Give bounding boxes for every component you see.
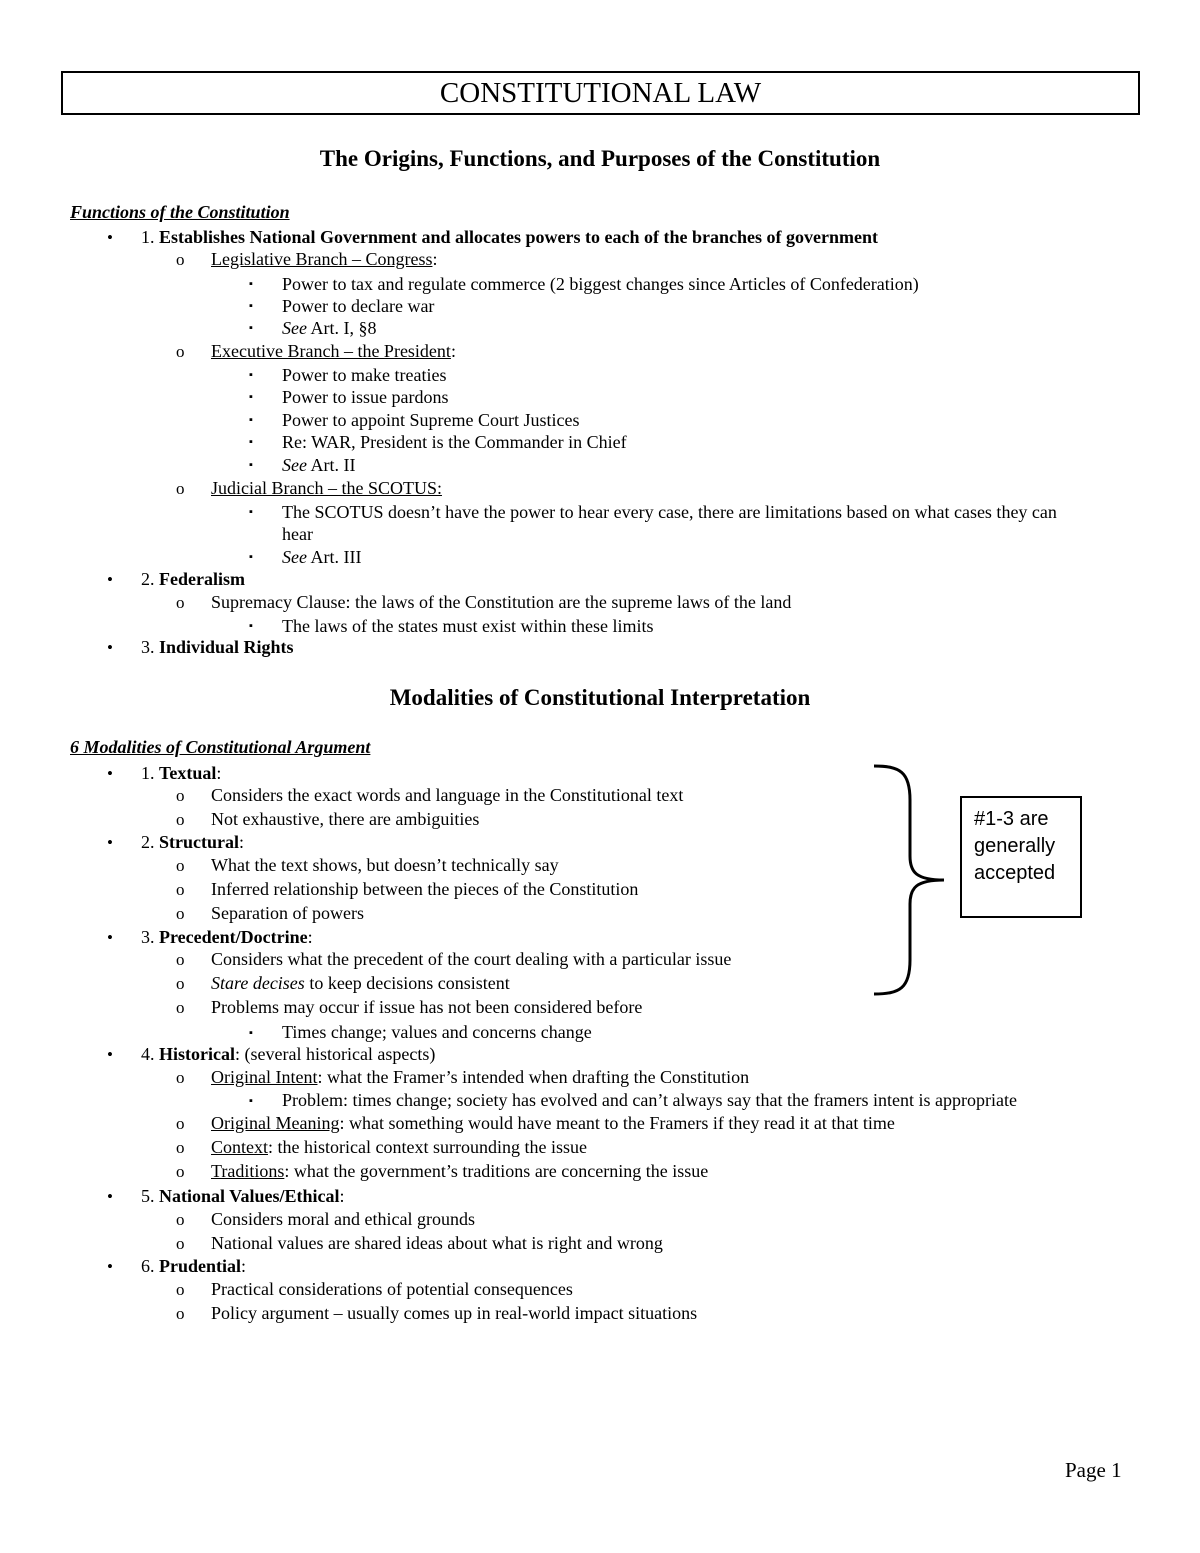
bullet-o: o <box>176 904 185 923</box>
bullet-o: o <box>176 479 185 498</box>
m4-item: Context: the historical context surrounding the issue <box>211 1137 587 1157</box>
bullet-disc: • <box>107 1257 113 1276</box>
bullet-disc: • <box>107 928 113 947</box>
m3-subitem: Times change; values and concerns change <box>282 1022 592 1042</box>
bullet-square: ▪ <box>249 506 253 518</box>
exec-item-treaties: Power to make treaties <box>282 365 447 385</box>
m2-item: What the text shows, but doesn’t technically say <box>211 855 559 875</box>
bullet-square: ▪ <box>249 300 253 312</box>
bullet-o: o <box>176 1210 185 1229</box>
m3-item: Considers what the precedent of the court dealing with a particular issue <box>211 949 732 969</box>
modality-6: 6. Prudential: <box>141 1256 247 1276</box>
bullet-square: ▪ <box>249 391 253 403</box>
jud-item-b: hear <box>282 524 313 544</box>
function-3: 3. Individual Rights <box>141 637 294 657</box>
bullet-o: o <box>176 1162 185 1181</box>
bullet-square: ▪ <box>249 436 253 448</box>
bullet-o: o <box>176 1234 185 1253</box>
bullet-o: o <box>176 810 185 829</box>
note-box <box>960 796 1082 918</box>
m4-item: Traditions: what the government’s traditions are concerning the issue <box>211 1161 709 1181</box>
bullet-o: o <box>176 974 185 993</box>
bullet-o: o <box>176 856 185 875</box>
function-1: 1. Establishes National Government and allocates powers to each of the branches of government <box>141 227 878 247</box>
leg-see: See Art. I, §8 <box>282 318 377 338</box>
bullet-square: ▪ <box>249 322 253 334</box>
bullet-disc: • <box>107 764 113 783</box>
m3-item: Problems may occur if issue has not been considered before <box>211 997 643 1017</box>
bullet-disc: • <box>107 1187 113 1206</box>
page-number: Page 1 <box>1065 1458 1122 1482</box>
section-functions: Functions of the Constitution <box>70 202 290 222</box>
bullet-square: ▪ <box>249 1027 253 1039</box>
executive-branch: Executive Branch – the President: <box>211 341 456 361</box>
m1-item: Not exhaustive, there are ambiguities <box>211 809 480 829</box>
m3-item: Stare decises to keep decisions consistent <box>211 973 510 993</box>
bullet-square: ▪ <box>249 459 253 471</box>
judicial-branch: Judicial Branch – the SCOTUS: <box>211 478 442 498</box>
heading-origins: The Origins, Functions, and Purposes of the Constitution <box>319 146 881 171</box>
bullet-o: o <box>176 786 185 805</box>
bullet-o: o <box>176 1304 185 1323</box>
modality-5: 5. National Values/Ethical: <box>141 1186 345 1206</box>
section-modalities: 6 Modalities of Constitutional Argument <box>70 737 371 757</box>
states-limits: The laws of the states must exist within these limits <box>282 616 654 636</box>
bullet-disc: • <box>107 638 113 657</box>
supremacy-clause: Supremacy Clause: the laws of the Constitution are the supreme laws of the land <box>211 592 792 612</box>
m4-item: Original Meaning: what something would have meant to the Framers if they read it at that time <box>211 1113 895 1133</box>
bullet-o: o <box>176 593 185 612</box>
bullet-square: ▪ <box>249 369 253 381</box>
modality-2: 2. Structural: <box>141 832 245 852</box>
function-2: 2. Federalism <box>141 569 245 589</box>
modality-4: 4. Historical: (several historical aspects) <box>141 1044 436 1064</box>
bullet-o: o <box>176 1114 185 1133</box>
bullet-disc: • <box>107 570 113 589</box>
m4-item: Original Intent: what the Framer’s intended when drafting the Constitution <box>211 1067 750 1087</box>
m4-subitem: Problem: times change; society has evolved and can’t always say that the framers intent is appropriate <box>282 1090 1017 1110</box>
bullet-o: o <box>176 998 185 1017</box>
leg-item-tax: Power to tax and regulate commerce (2 biggest changes since Articles of Confederation) <box>282 274 919 294</box>
bullet-square: ▪ <box>249 551 253 563</box>
exec-item-war: Re: WAR, President is the Commander in Chief <box>282 432 627 452</box>
note-line: accepted <box>974 862 1056 884</box>
bullet-o: o <box>176 342 185 361</box>
m6-item: Practical considerations of potential consequences <box>211 1279 573 1299</box>
m6-item: Policy argument – usually comes up in real-world impact situations <box>211 1303 698 1323</box>
exec-item-pardons: Power to issue pardons <box>282 387 449 407</box>
bullet-square: ▪ <box>249 278 253 290</box>
m2-item: Separation of powers <box>211 903 364 923</box>
bullet-o: o <box>176 1280 185 1299</box>
bullet-disc: • <box>107 833 113 852</box>
modality-1: 1. Textual: <box>141 763 222 783</box>
heading-modalities: Modalities of Constitutional Interpretation <box>389 685 811 710</box>
bullet-o: o <box>176 950 185 969</box>
m5-item: National values are shared ideas about what is right and wrong <box>211 1233 663 1253</box>
bullet-square: ▪ <box>249 620 253 632</box>
legislative-branch: Legislative Branch – Congress: <box>211 249 438 269</box>
m2-item: Inferred relationship between the pieces of the Constitution <box>211 879 639 899</box>
modality-3: 3. Precedent/Doctrine: <box>141 927 313 947</box>
m1-item: Considers the exact words and language in the Constitutional text <box>211 785 684 805</box>
note-line: #1-3 are <box>974 808 1049 830</box>
bullet-o: o <box>176 1138 185 1157</box>
bullet-o: o <box>176 1068 185 1087</box>
leg-item-war: Power to declare war <box>282 296 435 316</box>
document-title: CONSTITUTIONAL LAW <box>61 71 1140 115</box>
bullet-disc: • <box>107 228 113 247</box>
note-line: generally <box>974 835 1056 857</box>
jud-item-a: The SCOTUS doesn’t have the power to hear every case, there are limitations based on what cases they can <box>282 502 1057 522</box>
bullet-disc: • <box>107 1045 113 1064</box>
exec-see: See Art. II <box>282 455 356 475</box>
bullet-o: o <box>176 880 185 899</box>
curly-brace-icon <box>870 760 950 1000</box>
m5-item: Considers moral and ethical grounds <box>211 1209 475 1229</box>
bullet-o: o <box>176 250 185 269</box>
jud-see: See Art. III <box>282 547 362 567</box>
exec-item-justices: Power to appoint Supreme Court Justices <box>282 410 580 430</box>
bullet-square: ▪ <box>249 414 253 426</box>
bullet-square: ▪ <box>249 1095 253 1107</box>
